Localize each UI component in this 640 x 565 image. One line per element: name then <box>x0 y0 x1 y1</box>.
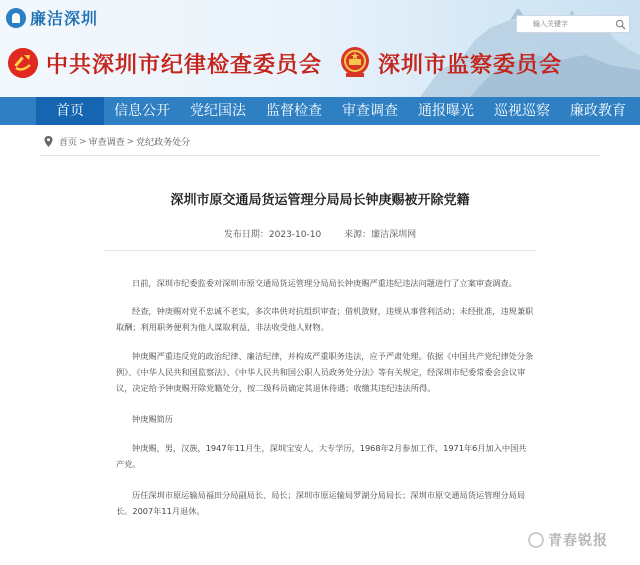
watermark-text: 青春锐报 <box>548 533 608 549</box>
article-paragraph: 历任深圳市原运输局福田分局副局长、局长；深圳市原运输局罗湖分局局长；深圳市原交通局货运管理分局局长。2007年11月退休。 <box>116 490 526 516</box>
nav-item-home[interactable]: 首页 <box>36 97 104 125</box>
breadcrumb-separator: > <box>79 136 87 147</box>
main-nav <box>0 97 640 125</box>
breadcrumb-discipline[interactable]: 党纪政务处分 <box>136 138 191 148</box>
breadcrumb-investigation[interactable]: 审查调查 <box>88 138 125 148</box>
national-emblem-icon <box>340 46 370 78</box>
watermark-logo-icon <box>528 532 544 548</box>
article-paragraph: 钟庚赐严重违反党的政治纪律、廉洁纪律，并构成严重职务违法，应予严肃处理。依据《中国共产党纪律处分条例》、《中华人民共和国监察法》、《中华人民共和国公职人员政务处分法》等有关规定，经深圳市纪委常委会会议审议，决定给予钟庚赐开除党籍处分，按二级科员确定其退休待遇；收缴其违纪违法所得。 <box>116 351 534 393</box>
breadcrumb-divider <box>40 155 600 156</box>
article-paragraph: 经查，钟庚赐对党不忠诚不老实，多次串供对抗组织审查；借机敛财，违规从事营利活动；未经批准，违规兼职取酬；利用职务便利为他人谋取利益，非法收受他人财物。 <box>116 306 534 332</box>
site-header <box>0 0 640 97</box>
logo-text: 廉洁深圳 <box>30 9 99 28</box>
party-emblem-icon <box>8 48 38 78</box>
nav-item-investigation[interactable]: 审查调查 <box>342 103 398 119</box>
article-paragraph: 日前，深圳市纪委监委对深圳市原交通局货运管理分局局长钟庚赐严重违纪违法问题进行了立案审查调查。 <box>132 278 517 288</box>
publish-date: 发布日期：2023-10-10 <box>223 230 322 240</box>
nav-item-exposure[interactable]: 通报曝光 <box>418 103 474 119</box>
search-input[interactable] <box>517 16 613 32</box>
breadcrumb-home[interactable]: 首页 <box>59 138 78 148</box>
logo-icon <box>6 8 26 28</box>
search-icon[interactable] <box>615 19 626 30</box>
meta-divider <box>104 250 536 251</box>
search-box <box>516 15 630 33</box>
breadcrumb <box>44 135 190 148</box>
article-meta <box>0 227 640 240</box>
ccdi-title: 中共深圳市纪律检查委员会 <box>46 53 323 78</box>
breadcrumb-separator: > <box>126 136 135 147</box>
nav-item-inspection[interactable]: 巡视巡察 <box>494 103 550 119</box>
resume-heading: 钟庚赐简历 <box>132 414 173 424</box>
supervision-title: 深圳市监察委员会 <box>378 53 563 78</box>
article-paragraph: 钟庚赐，男，汉族，1947年11月生，深圳宝安人，大专学历，1968年2月参加工作，1971年6月加入中国共产党。 <box>116 443 527 469</box>
nav-item-law[interactable]: 党纪国法 <box>190 103 246 119</box>
nav-item-info[interactable]: 信息公开 <box>114 103 170 119</box>
watermark <box>528 530 608 550</box>
site-logo[interactable] <box>6 6 98 29</box>
nav-item-education[interactable]: 廉政教育 <box>570 103 626 119</box>
article-title: 深圳市原交通局货运管理分局局长钟庚赐被开除党籍 <box>170 193 470 208</box>
location-pin-icon <box>44 136 53 147</box>
article-source: 来源：廉洁深圳网 <box>344 230 417 240</box>
nav-item-supervision[interactable]: 监督检查 <box>266 103 322 119</box>
